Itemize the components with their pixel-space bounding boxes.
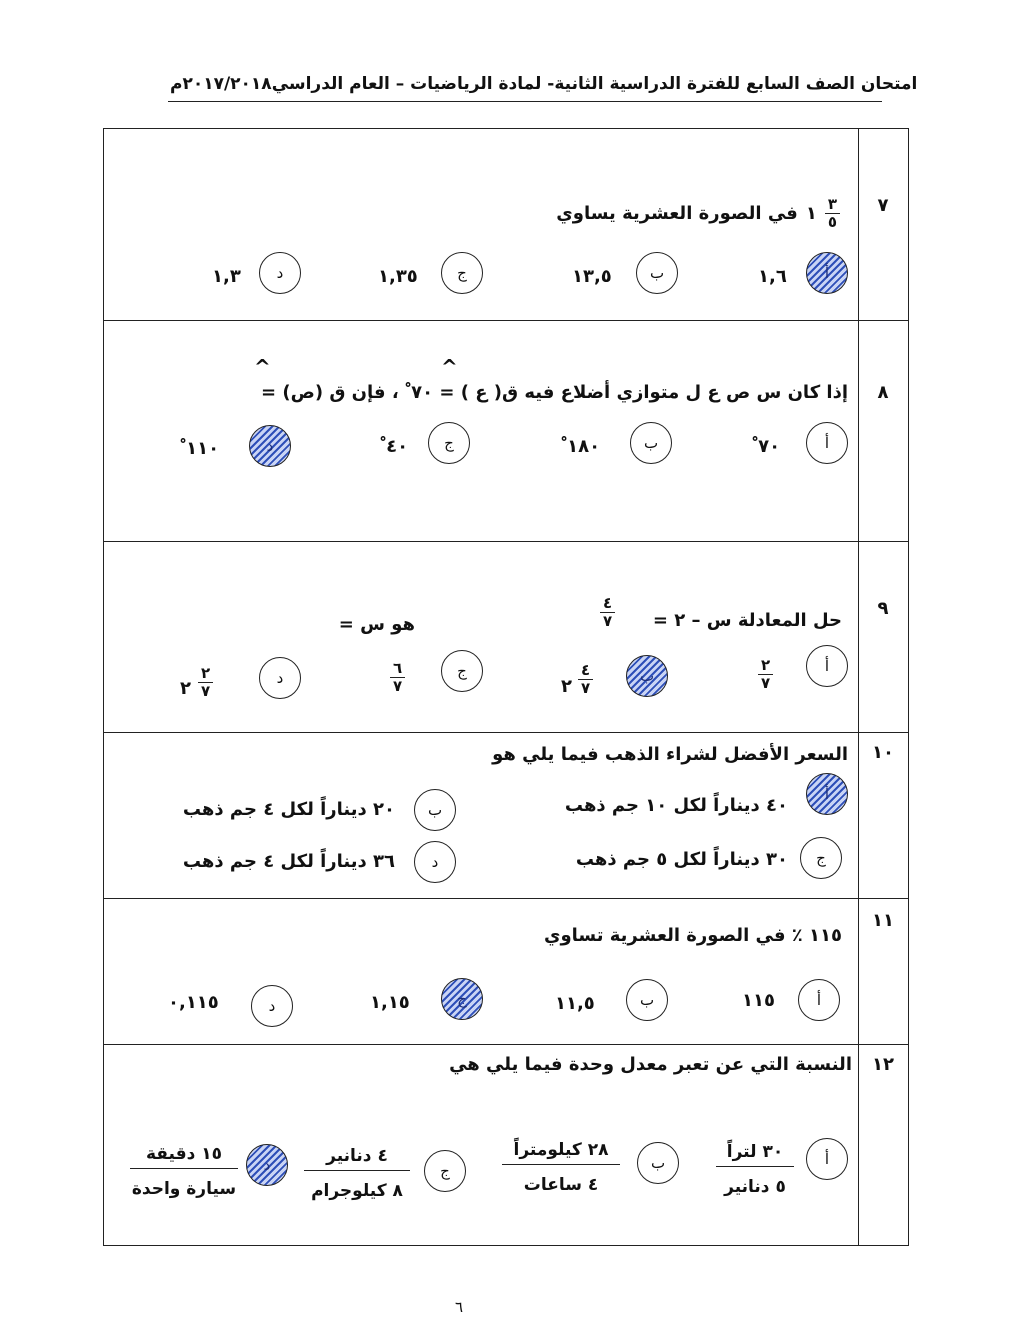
option-c-ratio: ٤ دنانير ٨ كيلوجرام bbox=[304, 1146, 410, 1201]
question-number: ١١ bbox=[872, 910, 894, 931]
question-10-stem: السعر الأفضل لشراء الذهب فيما يلي هو bbox=[492, 744, 848, 765]
row-divider bbox=[103, 320, 909, 321]
option-c-value: ٤٠ ْ bbox=[380, 436, 409, 457]
question-number: ٨ bbox=[877, 382, 889, 403]
option-d-marker[interactable]: د bbox=[259, 657, 301, 699]
option-c-value: ٣٠ ديناراً لكل ٥ جم ذهب bbox=[575, 849, 788, 870]
question-number: ١٢ bbox=[872, 1054, 894, 1075]
option-a-value: ٤٠ ديناراً لكل ١٠ جم ذهب bbox=[564, 795, 788, 816]
row-divider bbox=[103, 541, 909, 542]
option-a-marker[interactable]: أ bbox=[798, 979, 840, 1021]
option-c-marker[interactable]: ج bbox=[441, 978, 483, 1020]
option-c-marker[interactable]: ج bbox=[441, 650, 483, 692]
question-number: ٧ bbox=[877, 195, 889, 216]
option-c-fraction: ٦ ٧ bbox=[390, 660, 405, 694]
title-underline bbox=[168, 101, 882, 102]
option-b-value: ١١,٥ bbox=[555, 993, 595, 1014]
option-c-marker[interactable]: ج bbox=[424, 1150, 466, 1192]
option-a-ratio: ٣٠ لتراً ٥ دنانير bbox=[716, 1142, 794, 1197]
option-a-marker[interactable]: أ bbox=[806, 1138, 848, 1180]
option-a-marker[interactable]: أ bbox=[806, 645, 848, 687]
option-a-marker[interactable]: أ bbox=[806, 773, 848, 815]
equation-fraction: ٤ ٧ bbox=[600, 595, 615, 629]
question-9-stem-end: هو س = bbox=[338, 614, 415, 635]
option-a-fraction: ٢ ٧ bbox=[758, 657, 773, 691]
option-b-marker[interactable]: ب bbox=[630, 422, 672, 464]
question-7-stem: $\frac{٣}{٥}$ ١ في الصورة العشرية يساوي bbox=[556, 196, 840, 230]
option-b-marker[interactable]: ب bbox=[637, 1142, 679, 1184]
option-b-value: ٢٠ ديناراً لكل ٤ جم ذهب bbox=[182, 799, 395, 820]
option-c-value: ١,٣٥ bbox=[378, 266, 418, 287]
number-column-divider bbox=[858, 128, 859, 1246]
option-d-value: ١,٣ bbox=[212, 266, 241, 287]
option-a-value: ١,٦ bbox=[758, 266, 787, 287]
row-divider bbox=[103, 898, 909, 899]
option-b-value: ١٨٠ ْ bbox=[561, 436, 601, 457]
option-d-marker[interactable]: د bbox=[251, 985, 293, 1027]
option-b-marker[interactable]: ب bbox=[626, 655, 668, 697]
option-b-marker[interactable]: ب bbox=[414, 789, 456, 831]
option-b-value: ١٣,٥ bbox=[572, 266, 612, 287]
question-9-stem-start: حل المعادلة س – ٢ = bbox=[652, 610, 842, 631]
option-d-value: ٣٦ ديناراً لكل ٤ جم ذهب bbox=[182, 851, 395, 872]
option-c-marker[interactable]: ج bbox=[428, 422, 470, 464]
option-a-value: ٧٠ ْ bbox=[752, 436, 781, 457]
question-12-stem: النسبة التي عن تعبر معدل وحدة فيما يلي هي bbox=[449, 1054, 852, 1075]
option-b-marker[interactable]: ب bbox=[636, 252, 678, 294]
option-d-marker[interactable]: د bbox=[246, 1144, 288, 1186]
question-number: ١٠ bbox=[872, 742, 894, 763]
row-divider bbox=[103, 1044, 909, 1045]
row-divider bbox=[103, 732, 909, 733]
option-a-marker[interactable]: أ bbox=[806, 252, 848, 294]
option-d-value: ٠,١١٥ bbox=[168, 992, 219, 1013]
option-c-marker[interactable]: ج bbox=[800, 837, 842, 879]
option-d-value: ١١٠ ْ bbox=[180, 438, 220, 459]
exam-title: امتحان الصف السابع للفترة الدراسية الثانية- لمادة الرياضيات – العام الدراسي٢٠١٧/٢٠١٨م bbox=[170, 74, 918, 94]
option-d-fraction: ٢ ٧ bbox=[198, 665, 213, 699]
angle-hat-mark: ^ bbox=[254, 355, 271, 379]
option-b-fraction: ٤ ٧ bbox=[578, 662, 593, 696]
option-b-marker[interactable]: ب bbox=[626, 979, 668, 1021]
option-a-value: ١١٥ bbox=[742, 990, 775, 1011]
question-number: ٩ bbox=[877, 598, 889, 619]
option-d-ratio: ١٥ دقيقة سيارة واحدة bbox=[131, 1144, 237, 1199]
option-b-ratio: ٢٨ كيلومتراً ٤ ساعات bbox=[502, 1140, 620, 1195]
option-d-marker[interactable]: د bbox=[414, 841, 456, 883]
angle-hat-mark: ^ bbox=[441, 355, 458, 379]
option-d-marker[interactable]: د bbox=[249, 425, 291, 467]
option-c-marker[interactable]: ج bbox=[441, 252, 483, 294]
question-8-stem: إذا كان س ص ع ل متوازي أضلاع فيه ق( ع ) = ٧٠ ْ ، فإن ق (ص) = bbox=[261, 382, 848, 403]
page-number: ٦ bbox=[455, 1298, 464, 1316]
option-a-marker[interactable]: أ bbox=[806, 422, 848, 464]
question-11-stem: ١١٥ ٪ في الصورة العشرية تساوي bbox=[543, 925, 842, 946]
questions-table bbox=[103, 128, 909, 1246]
option-c-value: ١,١٥ bbox=[370, 992, 410, 1013]
option-d-marker[interactable]: د bbox=[259, 252, 301, 294]
option-d-whole: ٢ bbox=[180, 678, 191, 699]
mixed-fraction: $\frac{٣}{٥}$ bbox=[825, 196, 840, 230]
option-b-whole: ٢ bbox=[561, 676, 572, 697]
